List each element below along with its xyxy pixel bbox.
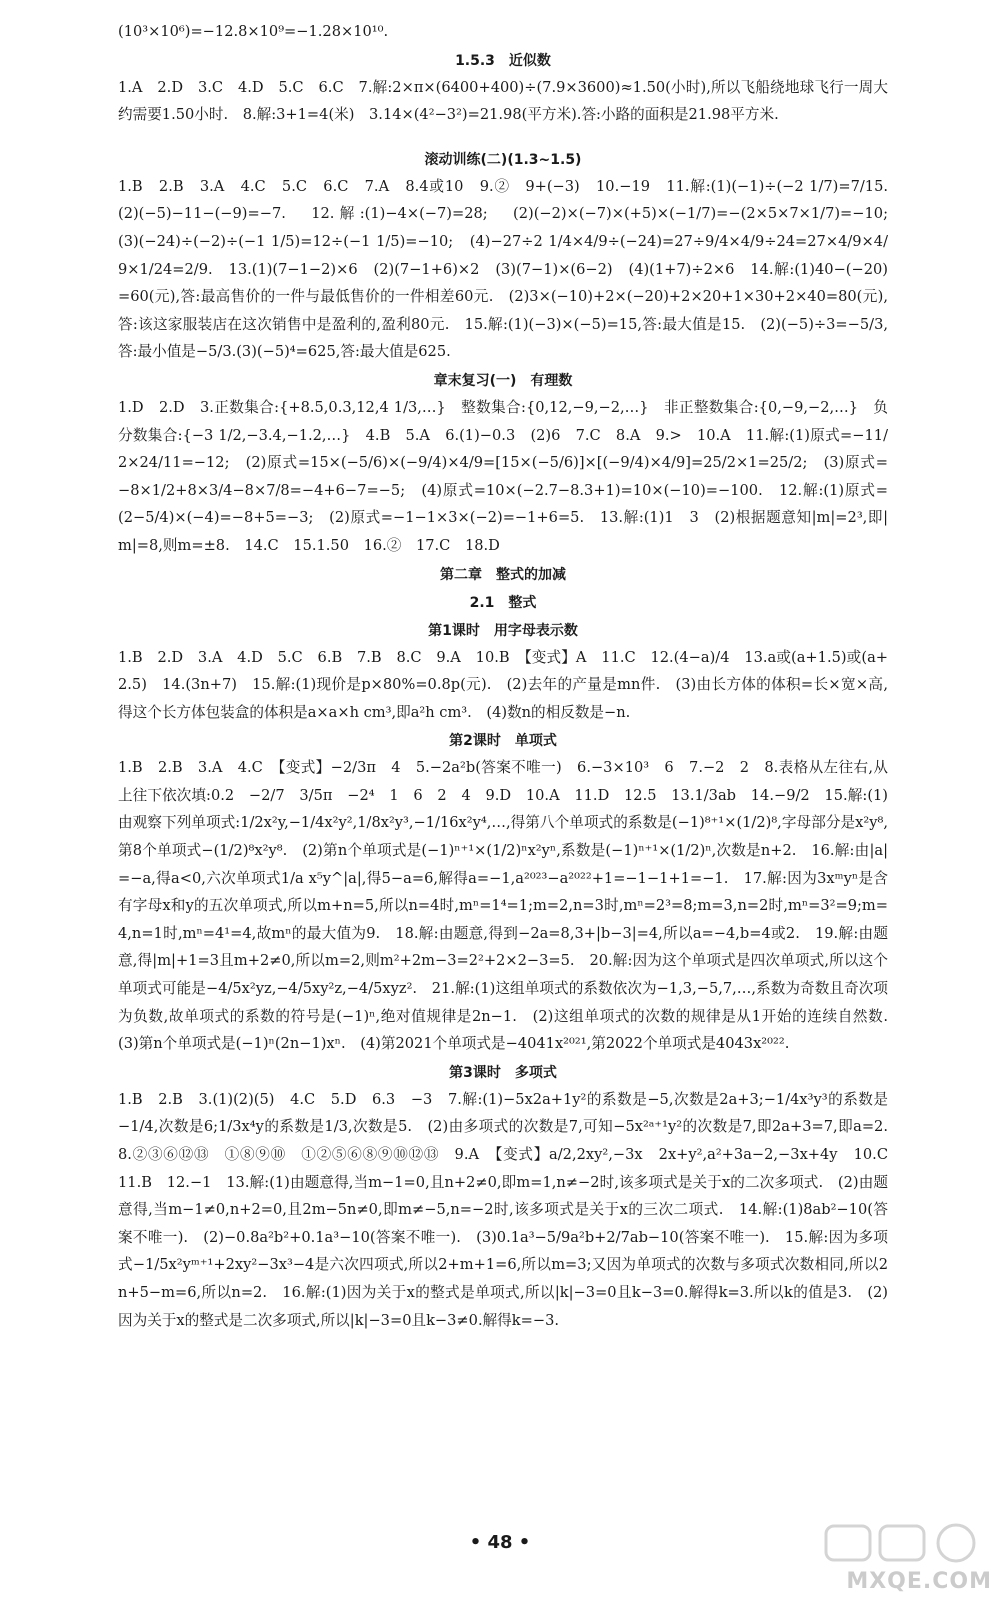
answer-page [118,18,903,1334]
lesson-heading: 第3课时 多项式 [449,1064,557,1081]
page-number: • 48 • [469,1532,531,1553]
text-block: 1.B 2.B 3.A 4.C 【变式】−2/3π 4 5.−2a²b(答案不唯一) 6.−3×10³ 6 7.−2 2 8.表格从左往右,从上往下依次填:0.2 −2/7 3/5π −2⁴ 1 6 2 4 9.D 10.A 11.D 12.5 13.1/3ab 14.−9/2 15.解:(1)由观察下列单项式:1/2x²y,−1/4x²y²,1/8x²y³,−1/16x²y⁴,…,得第八个单项式的系数是(−1)⁸⁺¹×(1/2)⁸,字母部分是x²y⁸,第8个单项式−(1/2)⁸x²y⁸. (2)第n个单项式是(−1)ⁿ⁺¹×(1/2)ⁿx²yⁿ,系数是(−1)ⁿ⁺¹×(1/2)ⁿ,次数是n+2. 16.解:由|a|=−a,得a<0,六次单项式1/a x⁵y^|a|,得5−a=6,解得a=−1,a²⁰²³−a²⁰²²+1=−1−1+1=−1. 17.解:因为3xᵐyⁿ是含有字母x和y的五次单项式,所以m+n=5,所以n=4时,mⁿ=1⁴=1;m=2,n=3时,mⁿ=2³=8;m=3,n=2时,mⁿ=3²=9;m=4,n=1时,mⁿ=4¹=4,故mⁿ的最大值为9. 18.解:由题意,得到−2a=8,3+|b−3|=4,所以a=−4,b=4或2. 19.解:由题意,得|m|+1=3且m+2≠0,所以m=2,则m²+2m−3=2²+2×2−3=5. 20.解:因为这个单项式是四次单项式,所以这个单项式可能是−4/5x²yz,−4/5xy²z,−4/5xyz². 21.解:(1)这组单项式的系数依次为−1,3,−5,7,…,系数为奇数且奇次项为负数,故单项式的系数的符号是(−1)ⁿ,绝对值规律是2n−1. (2)这组单项式的次数的规律是从1开始的连续自然数. (3)第n个单项式是(−1)ⁿ(2n−1)xⁿ. (4)第2021个单项式是−4041x²⁰²¹,第2022个单项式是4043x²⁰²². [118,759,903,1053]
text-block: 1.B 2.B 3.A 4.C 5.C 6.C 7.A 8.4或10 9.② 9+(−3) 10.−19 11.解:(1)(−1)÷(−2 1/7)=7/15. (2)(−5)−11−(−9)=−7. 12.解:(1)−4×(−7)=28; (2)(−2)×(−7)×(+5)×(−1/7)=−(2×5×7×1/7)=−10; (3)(−24)÷(−2)÷(−1 1/5)=12÷(−1 1/5)=−10; (4)−27÷2 1/4×4/9÷(−24)=27÷9/4×4/9÷24=27×4/9×4/9×1/24=2/9. 13.(1)(7−1−2)×6 (2)(7−1+6)×2 (3)(7−1)×(6−2) (4)(1+7)÷2×6 14.解:(1)40−(−20)=60(元),答:最高售价的一件与最低售价的一件相差60元. (2)3×(−10)+2×(−20)+2×20+1×30+2×40=80(元),答:该这家服装店在这次销售中是盈利的,盈利80元. 15.解:(1)(−3)×(−5)=15,答:最大值是15. (2)(−5)÷3=−5/3,答:最小值是−5/3.(3)(−5)⁴=625,答:最大值是625. [118,177,903,361]
section-heading: 章末复习(一) 有理数 [433,372,573,389]
text-block: 1.B 2.B 3.(1)(2)(5) 4.C 5.D 6.3 −3 7.解:(1)−5x2a+1y²的系数是−5,次数是2a+3;−1/4x³y³的系数是−1/4,次数是6;1/3x⁴y的系数是1/3,次数是5. (2)由多项式的次数是7,可知−5x²ᵃ⁺¹y²的次数是7,即2a+3=7,即a=2. 8.②③⑥⑫⑬ ①⑧⑨⑩ ①②⑤⑥⑧⑨⑩⑫⑬ 9.A 【变式】a/2,2xy²,−3x 2x+y²,a²+3a−2,−3x+4y 10.C 11.B 12.−1 13.解:(1)由题意得,当m−1=0,且n+2≠0,即m=1,n≠−2时,该多项式是关于x的二次多项式. (2)由题意得,当m−1≠0,n+2=0,且2m−5n≠0,即m≠−5,n=−2时,该多项式是关于x的三次二项式. 14.解:(1)8ab²−10(答案不唯一). (2)−0.8a²b²+0.1a³−10(答案不唯一). (3)0.1a³−5/9a²b+2/7ab−10(答案不唯一). 15.解:因为多项式−1/5x²yᵐ⁺¹+2xy²−3x³−4是六次四项式,所以2+m+1=6,所以m=3;又因为单项式的次数与多项式次数相同,所以2n+5−m=6,所以n=2. 16.解:(1)因为关于x的整式是单项式,所以|k|−3=0且k−3=0.解得k=3.所以k的值是3. (2)因为关于x的整式是二次多项式,所以|k|−3=0且k−3≠0.解得k=−3. [118,1090,903,1329]
text-block: (10³×10⁶)=−12.8×10⁹=−1.28×10¹⁰. [118,23,389,40]
lesson-heading: 第1课时 用字母表示数 [428,622,578,639]
text-block: 1.D 2.D 3.正数集合:{+8.5,0.3,12,4 1/3,…} 整数集合:{0,12,−9,−2,…} 非正整数集合:{0,−9,−2,…} 负分数集合:{−3 1/2,−3.4,−1.2,…} 4.B 5.A 6.(1)−0.3 (2)6 7.C 8.A 9.> 10.A 11.解:(1)原式=−11/2×24/11=−12; (2)原式=15×(−5/6)×(−9/4)×4/9=[15×(−5/6)]×[(−9/4)×4/9]=25/2×1=25/2; (3)原式=−8×1/2+8×3/4−8×7/8=−4+6−7=−5; (4)原式=10×(−2.7−8.3+1)=10×(−10)=−100. 12.解:(1)原式=(2−5/4)×(−4)=−8+5=−3; (2)原式=−1−1×3×(−2)=−1+6=5. 13.解:(1)1 3 (2)根据题意知|m|=2³,即|m|=8,则m=±8. 14.C 15.1.50 16.② 17.C 18.D [118,398,888,554]
section-heading: 1.5.3 近似数 [455,52,551,69]
section-heading: 2.1 整式 [469,594,537,611]
watermark-text: MXQE.COM [846,1569,992,1594]
text-block: 1.A 2.D 3.C 4.D 5.C 6.C 7.解:2×π×(6400+400)÷(7.9×3600)≈1.50(小时),所以飞船绕地球飞行一周大约需要1.50小时. 8.解:3+1=4(米) 3.14×(4²−3²)=21.98(平方米).答:小路的面积是21.98平方米. [118,78,888,124]
lesson-heading: 第2课时 单项式 [449,733,557,750]
section-heading: 滚动训练(二)(1.3~1.5) [424,151,582,168]
spacer [118,129,888,145]
chapter-heading: 第二章 整式的加减 [440,566,566,583]
text-block: 1.B 2.D 3.A 4.D 5.C 6.B 7.B 8.C 9.A 10.B 【变式】A 11.C 12.(4−a)/4 13.a或(a+1.5)或(a+2.5) 14.(3n+7) 15.解:(1)现价是p×80%=0.8p(元). (2)去年的产量是mn件. (3)由长方体的体积=长×宽×高,得这个长方体包装盒的体积是a×a×h cm³,即a²h cm³. (4)数n的相反数是−n. [118,648,888,721]
